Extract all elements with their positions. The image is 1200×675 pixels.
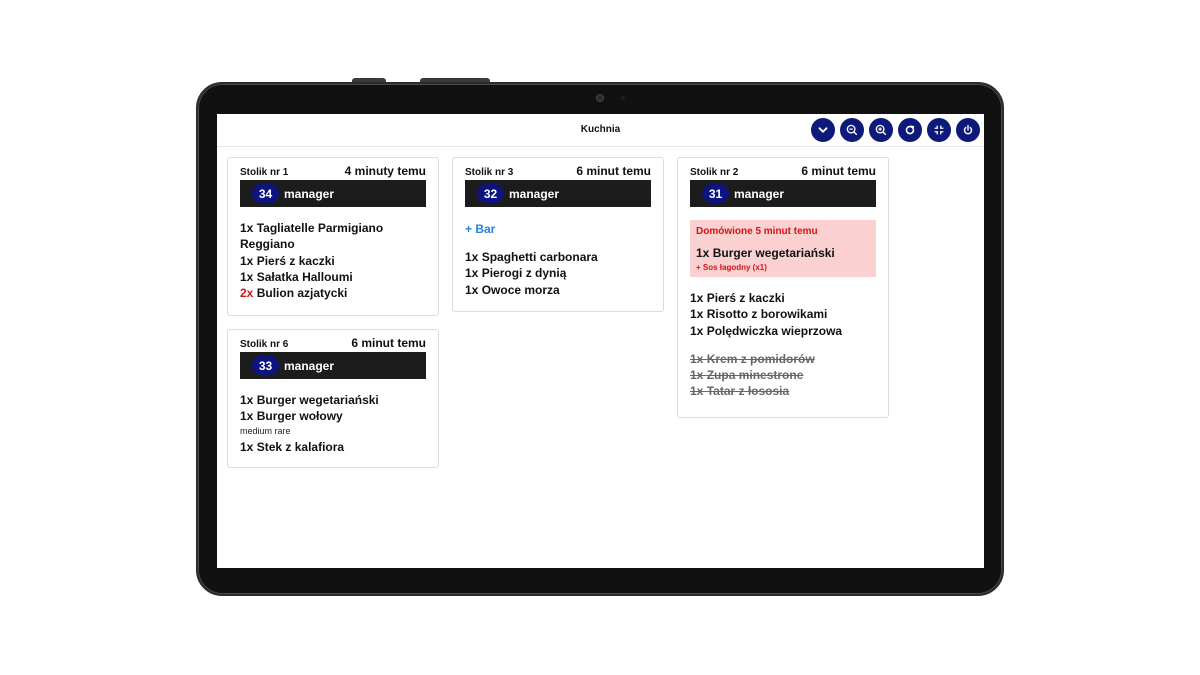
item-name: Pierś z kaczki	[706, 291, 785, 305]
list-item[interactable]	[240, 392, 426, 408]
cancelled-item[interactable]	[690, 383, 876, 399]
waiter-number-badge: 33	[252, 356, 279, 375]
waiter-bar	[240, 180, 426, 207]
item-qty: 1x	[690, 351, 704, 366]
list-item[interactable]	[240, 269, 426, 285]
kitchen-screen	[217, 114, 984, 568]
chevron-down-icon	[816, 123, 830, 137]
item-name: Risotto z borowikami	[706, 307, 828, 322]
item-qty: 1x	[690, 368, 704, 383]
waiter-name: manager	[509, 186, 560, 201]
time-label: 4 minuty temu	[344, 164, 426, 178]
list-item[interactable]	[465, 265, 651, 281]
cancelled-items	[690, 351, 876, 400]
item-modifier: + Sos łagodny (x1)	[696, 263, 767, 272]
order-items	[240, 392, 426, 455]
item-qty: 1x	[240, 393, 254, 407]
list-item[interactable]	[240, 439, 426, 455]
list-item[interactable]	[240, 253, 426, 269]
card-header	[465, 164, 651, 179]
item-qty: 1x	[240, 221, 254, 235]
item-qty: 1x	[690, 384, 704, 399]
time-label: 6 minut temu	[576, 164, 651, 178]
table-label: Stolik nr 3	[465, 167, 514, 178]
item-name: Krem z pomidorów	[706, 351, 815, 366]
table-label: Stolik nr 1	[240, 167, 289, 178]
waiter-number-badge: 32	[477, 184, 504, 203]
bar-order-link[interactable]: + Bar	[465, 222, 496, 236]
item-qty: 1x	[690, 323, 704, 338]
item-qty: 1x	[690, 307, 704, 322]
list-item[interactable]	[240, 408, 426, 424]
app-title: Kuchnia	[580, 124, 621, 135]
item-qty: 1x	[240, 269, 254, 284]
cancelled-item[interactable]	[690, 351, 876, 367]
order-card-table-6[interactable]	[227, 329, 439, 468]
item-qty: 1x	[465, 250, 479, 264]
list-item[interactable]	[240, 285, 426, 301]
item-name: Burger wegetariański	[712, 246, 835, 260]
list-item-continued[interactable]	[240, 236, 426, 252]
list-item[interactable]	[690, 323, 876, 339]
item-name: Reggiano	[240, 237, 295, 252]
list-item[interactable]	[240, 220, 426, 236]
list-item[interactable]	[690, 306, 876, 322]
waiter-bar	[240, 352, 426, 379]
cancelled-item[interactable]	[690, 367, 876, 383]
fullscreen-icon	[932, 123, 946, 137]
item-name: Bulion azjatycki	[256, 286, 348, 301]
item-name: Sałatka Halloumi	[256, 269, 353, 284]
waiter-number-badge: 31	[702, 184, 729, 203]
item-name: Polędwiczka wieprzowa	[706, 323, 843, 338]
item-qty: 1x	[690, 291, 704, 305]
camera-icon	[596, 94, 604, 102]
card-header	[690, 164, 876, 179]
waiter-name: manager	[284, 186, 335, 201]
order-items	[465, 249, 651, 298]
time-label: 6 minut temu	[351, 336, 426, 350]
table-label: Stolik nr 2	[690, 167, 739, 178]
zoom-in-icon	[874, 123, 888, 137]
fullscreen-button[interactable]	[927, 118, 951, 142]
refresh-button[interactable]	[898, 118, 922, 142]
refresh-icon	[903, 123, 917, 137]
item-qty: 1x	[465, 266, 479, 281]
list-item[interactable]	[690, 290, 876, 306]
item-name: Tagliatelle Parmigiano	[256, 221, 384, 235]
waiter-bar	[690, 180, 876, 207]
item-name: Burger wegetariański	[256, 393, 379, 407]
table-label: Stolik nr 6	[240, 339, 289, 350]
order-card-table-3[interactable]	[452, 157, 664, 312]
card-header	[240, 164, 426, 179]
order-items	[690, 290, 876, 339]
additional-order-title: Domówione 5 minut temu	[696, 226, 818, 237]
item-qty: 1x	[696, 246, 710, 260]
waiter-bar	[465, 180, 651, 207]
time-label: 6 minut temu	[801, 164, 876, 178]
sensor-dot	[621, 96, 625, 100]
item-name: Pierogi z dynią	[481, 266, 567, 281]
waiter-name: manager	[734, 186, 785, 201]
collapse-button[interactable]	[811, 118, 835, 142]
zoom-in-button[interactable]	[869, 118, 893, 142]
item-name: Zupa minestrone	[706, 368, 804, 383]
item-name: Tatar z łososia	[706, 384, 790, 399]
list-item[interactable]	[465, 249, 651, 265]
order-card-table-1[interactable]	[227, 157, 439, 316]
item-name: Owoce morza	[481, 282, 560, 297]
top-bar	[217, 114, 984, 147]
item-qty: 1x	[240, 253, 254, 268]
zoom-out-button[interactable]	[840, 118, 864, 142]
toolbar-buttons	[811, 118, 980, 142]
zoom-out-icon	[845, 123, 859, 137]
order-items	[240, 220, 426, 301]
item-name: Spaghetti carbonara	[481, 250, 598, 264]
additional-order-box[interactable]	[690, 220, 876, 277]
item-qty: 1x	[240, 439, 254, 454]
order-card-table-2[interactable]	[677, 157, 889, 418]
item-qty: 1x	[240, 409, 254, 424]
power-button[interactable]	[956, 118, 980, 142]
list-item[interactable]	[465, 282, 651, 298]
item-qty: 1x	[465, 282, 479, 297]
item-qty: 2x	[240, 286, 254, 301]
item-note: medium rare	[240, 425, 291, 436]
item-name: Stek z kalafiora	[256, 439, 345, 454]
power-icon	[961, 123, 975, 137]
item-name: Burger wołowy	[256, 409, 343, 424]
item-name: Pierś z kaczki	[256, 253, 335, 268]
list-item[interactable]	[696, 245, 870, 261]
waiter-number-badge: 34	[252, 184, 279, 203]
waiter-name: manager	[284, 358, 335, 373]
card-header	[240, 336, 426, 351]
